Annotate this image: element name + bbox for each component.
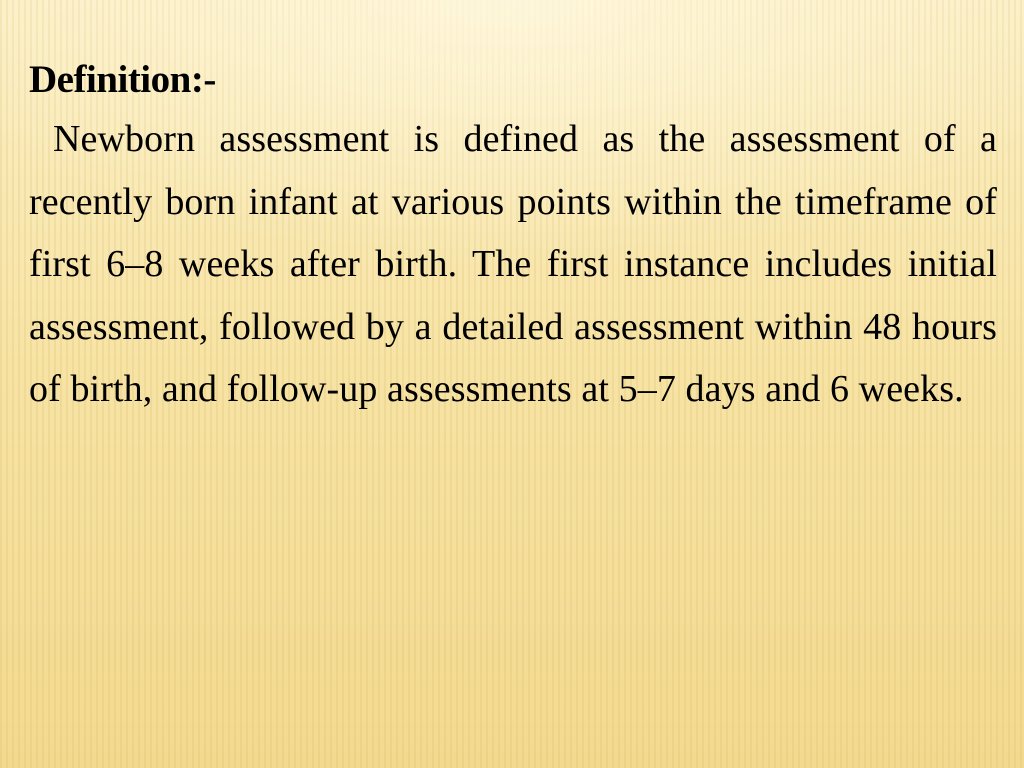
definition-paragraph: Newborn assessment is defined as the assessment of a recently born infant at various points within the timeframe of first 6–8 weeks after birth. The first instance includes initial assessment, followed by a detailed assessment within 48 hours of birth, and follow-up assessments at 5–7 days and 6 weeks. [29, 118, 997, 410]
slide-content [29, 52, 997, 421]
definition-heading: Definition:- [29, 58, 216, 101]
